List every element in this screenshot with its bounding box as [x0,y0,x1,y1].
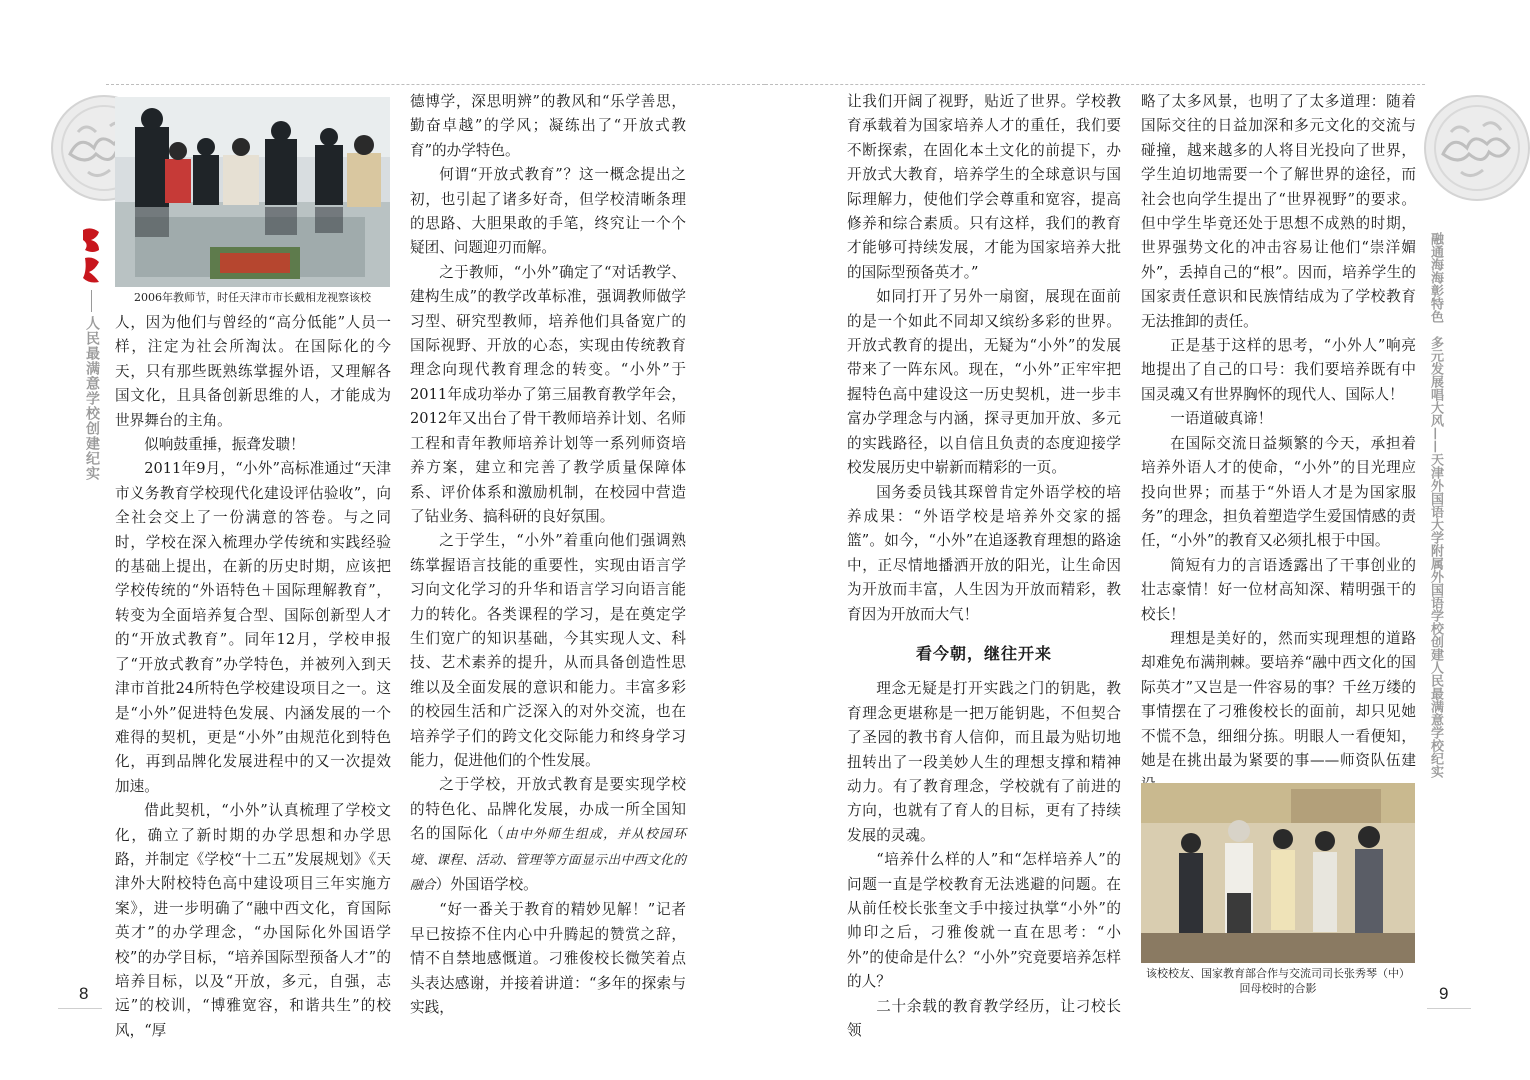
bottom-rule [1427,1008,1471,1009]
col3-paragraph: “培养什么样的人”和“怎样培养人”的问题一直是学校教育无法逃避的问题。在从前任校长张奎文手中接过执掌“小外”的帅印之后，刁雅俊就一直在思考：“小外”的使命是什么？“小外”究竟要培养怎样的人？ [847,851,1121,991]
left-side-title: 人民最满意学校创建纪实 [84,316,100,481]
col4-paragraph: 在国际交流日益频繁的今天，承担着培养外语人才的使命，“小外”的目光理应投向世界；而基于“外语人才是为国家服务”的理念，担负着塑造学生爱国情感的责任，“小外”的教育又必须扎根于中国。 [1141,434,1416,550]
group-photo-illustration [1141,783,1415,963]
column-3 [847,90,1121,1043]
col2-paragraph: 何谓“开放式教育”？这一概念提出之初，也引起了诸多好奇，但学校清晰条理的思路、大胆果敢的手笔，终究让一个个疑团、问题迎刃而解。 [410,166,686,257]
right-side-title: 融通海海彰特色 多元发展唱大风——天津外国语大学附属外国语学校创建人民最满意学校纪实 [1428,232,1443,778]
inspection-photo-illustration [115,97,390,287]
col3-paragraph: 如同打开了另外一扇窗，展现在面前的是一个如此不同却又缤纷多彩的世界。开放式教育的提出，无疑为“小外”的发展带来了一阵东风。现在，“小外”正牢牢把握特色高中建设这一历史契机，进一步丰富办学理念与内涵，探寻更加开放、多元的实践路径，以自信且负责的态度迎接学校发展历史中崭新而精彩的一页。 [847,288,1121,477]
cloud-ornament-icon [1421,92,1530,204]
column-2 [410,90,686,1020]
group-photo-caption: 该校校友、国家教育部合作与交流司司长张秀琴（中）回母校时的合影 [1146,967,1410,995]
col1-paragraph: 借此契机，“小外”认真梳理了学校文化，确立了新时期的办学思想和办学思路，并制定《学校“十二五”发展规划》《天津外大附校特色高中建设项目三年实施方案》，进一步明确了“融中西文化，育国际英才”的办学理念，“办国际化外国语学校”的办学目标，“培养国际型预备人才”的培养目标，以及“开放，多元，自强，志远”的校训，“博雅宽容，和谐共生”的校风，“厚 [115,802,391,1039]
inspection-photo-caption: 2006年教师节，时任天津市市长戴相龙视察该校 [134,291,371,304]
column-4 [1141,90,1416,798]
col1-paragraph: 似响鼓重捶，振聋发聩！ [144,436,305,454]
top-dashed-rule [106,84,765,85]
col4-paragraph: 正是基于这样的思考，“小外人”响亮地提出了自己的口号：我们要培养既有中国灵魂又有世界胸怀的现代人、国际人！ [1141,337,1416,403]
section-heading: 看今朝，继往开来 [915,645,1052,663]
right-page-number: 9 [1439,984,1449,1003]
col2-inline-note: 由中外师生组成，并从校园环境、课程、活动、管理等方面显示出中西文化的融合 [410,827,686,893]
group-photo [1141,783,1415,963]
col4-paragraph: 理想是美好的，然而实现理想的道路却难免布满荆棘。要培养“融中西文化的国际英才”又岂是一件容易的事？千丝万缕的事情摆在了刁雅俊校长的面前，却只见她不慌不急，细细分拣。明眼人一看便知，她是在挑出最为紧要的事——师资队伍建 [1141,629,1416,769]
right-page [765,0,1530,1080]
red-seal-icon [79,226,105,286]
col2-paragraph: “好一番关于教育的精妙见解！”记者早已按捺不住内心中升腾起的赞赏之辞，情不自禁地感慨道。刁雅俊校长微笑着点头表达感谢，并接着讲道：“多年的探索与实践， [410,901,686,1017]
col1-paragraph: 2011年9月，“小外”高标准通过“天津市义务教育学校现代化建设评估验收”，向全社会交上了一份满意的答卷。与之同时，学校在深入梳理办学传统和实践经验的基础上提出，在新的历史时期，应该把学校传统的“外语特色＋国际理解教育”，转变为全面培养复合型、国际创新型人才的“开放式教育”。同年12月，学校申报了“开放式教育”办学特色，并被列入到天津市首批24所特色学校建设项目之一。这是“小外”促进特色发展、内涵发展的一个难得的契机，更是“小外”由规范化到特色化，再到品牌化发展进程中的又一次提效加速。 [115,460,391,795]
col2-inline-text: ）外国语学校。 [435,876,538,893]
col2-inline-text: 之于学校，开放式教育是要实现学校的特色化、品牌化发展，办成一所全国知名的国际化（ [410,776,686,843]
vertical-rule [91,290,92,312]
col2-paragraph: 之于学生，“小外”着重向他们强调熟练掌握语言技能的重要性，实现由语言学习向文化学习的升华和语言学习向语言能力的转化。各类课程的学习，是在奠定学生们宽广的知识基础，今其实现人文、科技、艺术素养的提升，从而具备创造性思维以及全面发展的意识和能力。丰富多彩的校园生活和广泛深入的对外交流，也在培养学子们的跨文化交际能力和终身学习能力，促进他们的个性发展。 [410,532,686,769]
inspection-photo [115,97,390,287]
col3-paragraph: 让我们开阔了视野，贴近了世界。学校教育承载着为国家培养人才的重任，我们要不断探索，在固化本土文化的前提下，办开放式大教育，培养学生的全球意识与国际理解力，使他们学会尊重和宽容，提高修养和综合素质。只有这样，我们的教育才能够可持续发展，才能为国家培养大批的国际型预备英才。” [847,93,1121,281]
left-page-number: 8 [79,984,89,1003]
col2-paragraph [410,773,686,898]
col3-paragraph: 国务委员钱其琛曾肯定外语学校的培养成果：“外语学校是培养外交家的摇篮”。如今，“小外”在追逐教育理想的路途中，正尽情地播洒开放的阳光，让生命因为开放而丰富，人生因为开放而精彩，教育因为开放而大气！ [847,483,1121,623]
top-dashed-rule [765,84,1425,85]
col2-paragraph: 德博学，深思明辨”的教风和“乐学善思，勤奋卓越”的学风；凝练出了“开放式教育”的办学特色。 [410,93,686,159]
col2-paragraph: 之于教师，“小外”确定了“对话教学、建构生成”的教学改革标准，强调教师做学习型、研究型教师，培养他们具备宽广的国际视野、开放的心态，实现由传统教育理念向现代教育理念的转变。“小外”于2011年成功举办了第三届教育教学年会，2012年又出台了骨干教师培养计划、名师工程和青年教师培养计划等一系列师资培养方案，建立和完善了教学质量保障体系、评价体系和激励机制，在校园中营造了钻业务、搞科研的良好氛围。 [410,263,686,525]
col4-paragraph: 略了太多风景，也明了了太多道理：随着国际交往的日益加深和多元文化的交流与碰撞，越来越多的人将目光投向了世界，学生迫切地需要一个了解世界的途径，而社会也向学生提出了“世界视野”的要求。但中学生毕竟还处于思想不成熟的时期，世界强势文化的冲击容易让他们“崇洋媚外”，丢掉自己的“根”。因而，培养学生的国家责任意识和民族情结成为了学校教育无法推卸的责任。 [1141,93,1416,330]
column-1 [115,311,391,1043]
col1-paragraph: 人，因为他们与曾经的“高分低能”人员一样，注定为社会所淘汰。在国际化的今天，只有那些既熟练掌握外语，又理解各国文化，且具备创新思维的人，才能成为世界舞台的主角。 [115,314,391,429]
col3-paragraph: 二十余载的教育教学经历，让刁校长领 [847,997,1121,1040]
col4-paragraph: 简短有力的言语透露出了干事创业的壮志豪情！好一位材高知深、精明强干的校长！ [1141,556,1416,623]
col3-paragraph: 理念无疑是打开实践之门的钥匙，教育理念更堪称是一把万能钥匙，不但契合了圣园的教书育人信仰，而且最为贴切地扭转出了一段美妙人生的理想支撑和精神动力。有了教育理念，学校就有了前进的方向，也就有了育人的目标，更有了持续发展的灵魂。 [847,680,1121,844]
col4-paragraph: 一语道破真谛！ [1170,410,1273,428]
bottom-rule [58,1008,102,1009]
